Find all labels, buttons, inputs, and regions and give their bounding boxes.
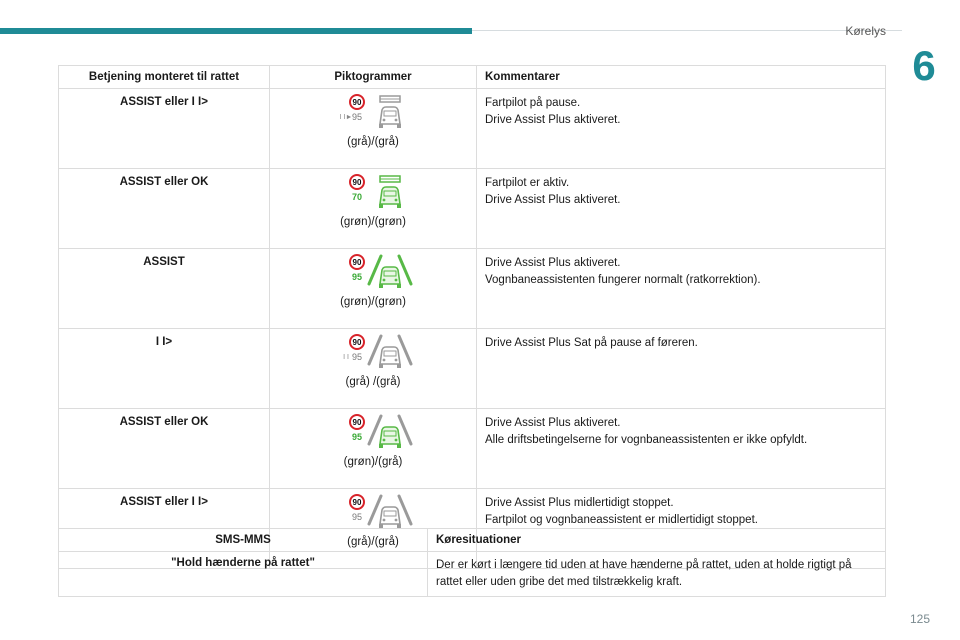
page-number: 125 <box>909 612 930 626</box>
control-cell: ASSIST eller OK <box>59 409 270 489</box>
table-row <box>59 329 886 409</box>
car-wheel <box>397 124 401 128</box>
left-lane-marker-icon <box>369 336 381 364</box>
speed-limit-value: 90 <box>352 258 362 267</box>
messages-table <box>58 528 886 597</box>
pictogram-cell <box>270 249 477 329</box>
car-wheel <box>397 444 401 448</box>
table-row <box>59 249 886 329</box>
left-lane-marker-icon <box>369 256 381 284</box>
set-speed-value: 95 <box>351 112 363 122</box>
header-accent-bar <box>0 28 472 34</box>
control-cell: ASSIST eller I I> <box>59 89 270 169</box>
speed-limit-value: 90 <box>352 498 362 507</box>
comment-cell <box>477 89 886 169</box>
header-pictograms: Piktogrammer <box>270 66 477 89</box>
right-lane-marker-icon <box>399 256 411 284</box>
right-lane-marker-icon <box>399 496 411 524</box>
car-light <box>383 359 386 362</box>
right-lane-marker-icon <box>399 416 411 444</box>
table-row <box>59 89 886 169</box>
table-row <box>59 552 886 597</box>
set-speed-value: 95 <box>351 512 363 522</box>
comment-line: Drive Assist Plus midlertidigt stoppet. <box>485 497 674 509</box>
car-light <box>383 279 386 282</box>
controls-table <box>58 65 886 569</box>
pictogram-caption: (grå)/(grå) <box>347 536 399 548</box>
header-divider <box>472 30 902 31</box>
pictogram-cell <box>270 409 477 489</box>
pictogram-caption: (grøn)/(grå) <box>343 456 403 468</box>
comment-line: Fartpilot og vognbaneassistent er midlertidigt stoppet. <box>485 514 758 526</box>
set-speed-value: 95 <box>351 272 363 282</box>
car-light <box>395 279 398 282</box>
table-row <box>59 169 886 249</box>
comment-line: Fartpilot er aktiv. <box>485 177 570 189</box>
left-lane-marker-icon <box>369 496 381 524</box>
car-light <box>395 199 398 202</box>
car-wheel <box>379 364 383 368</box>
pictogram-cell <box>270 89 477 169</box>
comment-cell <box>477 169 886 249</box>
car-light <box>383 439 386 442</box>
assist-pictogram-icon <box>333 414 413 454</box>
comment-cell <box>477 329 886 409</box>
comment-line: Fartpilot på pause. <box>485 97 581 109</box>
speed-limit-value: 90 <box>352 418 362 427</box>
pictogram-caption: (grå) /(grå) <box>345 376 401 388</box>
car-wheel <box>379 204 383 208</box>
car-light <box>395 439 398 442</box>
car-wheel <box>379 284 383 288</box>
header-comments: Kommentarer <box>477 66 886 89</box>
message-cell: "Hold hænderne på rattet" <box>59 552 428 597</box>
pause-icon: I I <box>343 354 349 361</box>
pictogram-caption: (grøn)/(grøn) <box>340 296 406 308</box>
assist-pictogram-icon <box>333 174 413 214</box>
comment-line: Drive Assist Plus Sat på pause af føreren. <box>485 337 698 349</box>
car-light <box>383 519 386 522</box>
speed-limit-value: 90 <box>352 98 362 107</box>
pictogram-cell <box>270 329 477 409</box>
car-wheel <box>397 204 401 208</box>
car-light <box>383 119 386 122</box>
table-header-row <box>59 66 886 89</box>
car-wheel <box>379 124 383 128</box>
comment-cell <box>477 249 886 329</box>
assist-pictogram-icon <box>333 334 413 374</box>
situation-cell: Der er kørt i længere tid uden at have hænderne på rattet, uden at holde rigtigt på rattet eller uden gribe det med tilstrækkelig kraft. <box>428 552 886 597</box>
pictogram-caption: (grå)/(grå) <box>347 136 399 148</box>
pause-icon: I I► <box>339 114 353 121</box>
comment-line: Alle driftsbetingelserne for vognbaneassistenten er ikke opfyldt. <box>485 434 808 446</box>
control-cell: I I> <box>59 329 270 409</box>
pictogram-caption: (grøn)/(grøn) <box>340 216 406 228</box>
comment-cell <box>477 409 886 489</box>
pictogram-cell <box>270 169 477 249</box>
comment-line: Drive Assist Plus aktiveret. <box>485 114 621 126</box>
speed-limit-value: 90 <box>352 338 362 347</box>
assist-pictogram-icon <box>333 94 413 134</box>
comment-line: Drive Assist Plus aktiveret. <box>485 194 621 206</box>
left-lane-marker-icon <box>369 416 381 444</box>
header-situations: Køresituationer <box>428 529 886 552</box>
car-wheel <box>397 364 401 368</box>
car-light <box>395 519 398 522</box>
table-header-row <box>59 529 886 552</box>
set-speed-value: 95 <box>351 352 363 362</box>
comment-line: Drive Assist Plus aktiveret. <box>485 257 621 269</box>
header-sms: SMS-MMS <box>59 529 428 552</box>
control-cell: ASSIST eller I I> <box>59 489 270 569</box>
set-speed-value: 70 <box>351 192 363 202</box>
car-light <box>395 359 398 362</box>
car-light <box>383 199 386 202</box>
speed-limit-value: 90 <box>352 178 362 187</box>
section-title: Kørelys <box>845 24 886 38</box>
car-wheel <box>397 284 401 288</box>
right-lane-marker-icon <box>399 336 411 364</box>
comment-line: Drive Assist Plus aktiveret. <box>485 417 621 429</box>
table-row <box>59 409 886 489</box>
header-control: Betjening monteret til rattet <box>59 66 270 89</box>
car-light <box>395 119 398 122</box>
set-speed-value: 95 <box>351 432 363 442</box>
car-wheel <box>379 444 383 448</box>
chapter-number: 6 <box>912 42 936 89</box>
control-cell: ASSIST <box>59 249 270 329</box>
assist-pictogram-icon <box>333 254 413 294</box>
control-cell: ASSIST eller OK <box>59 169 270 249</box>
comment-line: Vognbaneassistenten fungerer normalt (ratkorrektion). <box>485 274 761 286</box>
